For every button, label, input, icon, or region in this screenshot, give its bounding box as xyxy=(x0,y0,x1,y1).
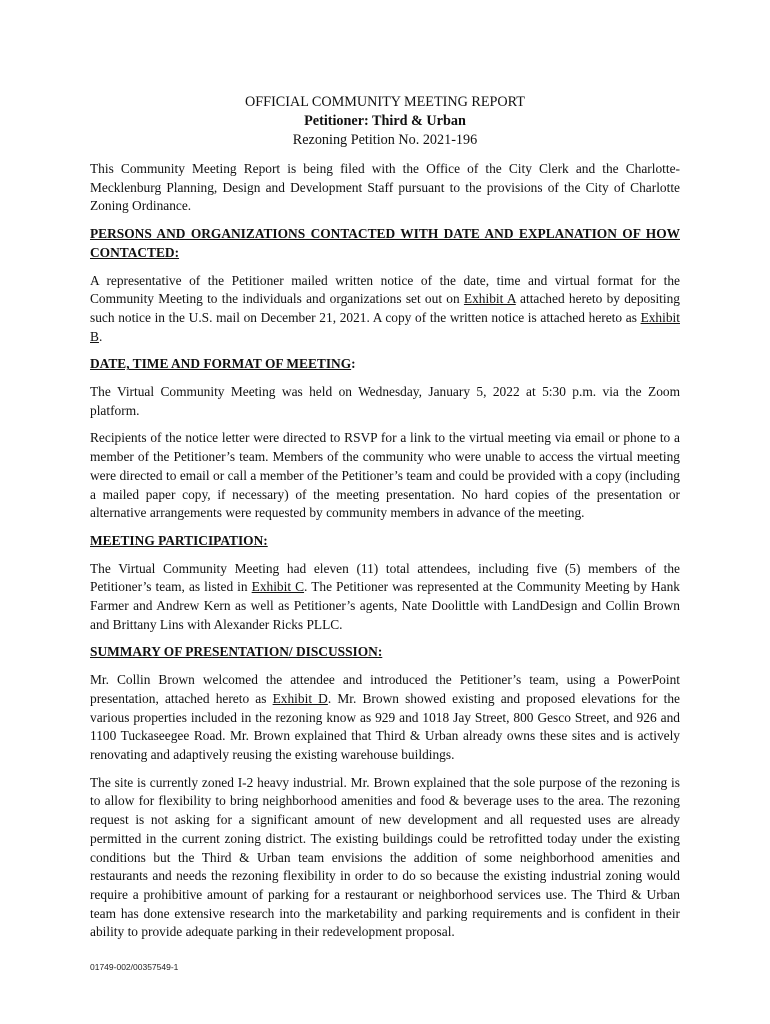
petition-number: Rezoning Petition No. 2021-196 xyxy=(292,132,478,148)
document-id-footer: 01749-002/00357549-1 xyxy=(90,962,179,972)
date-time-heading-text: DATE, TIME AND FORMAT OF MEETING xyxy=(90,356,352,372)
participation-text-a: The Virtual Community Meeting had eleven (11) total attendees, including five (5) members of the Petitioner’s team, as listed in xyxy=(90,560,680,595)
contacted-text-b: attached hereto by depositing such notice in the U.S. mail on December 21, 2021. A copy of the written notice is attached hereto as xyxy=(90,291,681,325)
contacted-text-c: . xyxy=(98,328,103,344)
summary-text-a: Mr. Collin Brown welcomed the attendee and introduced the Petitioner’s team, using a PowerPoint presentation, attached hereto as xyxy=(90,672,680,706)
exhibit-d-reference: Exhibit D xyxy=(272,690,328,706)
section-heading-contacted: PERSONS AND ORGANIZATIONS CONTACTED WITH DATE AND EXPLANATION OF HOW CONTACTED: xyxy=(90,226,680,260)
summary-text-b: . Mr. Brown showed existing and proposed elevations for the various properties included in the rezoning know as 929 and 1018 Jay Street, 800 Gesco Street, and 926 and 1100 Tuckaseegee Road. Mr. Brown explained that Third & Urban already owns these sites and is actively renovating and adaptively reusing the existing warehouse buildings. xyxy=(90,690,680,762)
participation-text-b: . The Petitioner was represented at the Community Meeting by Hank Farmer and Andrew Kern as well as Petitioner’s agents, Nate Doolittle with LandDesign and Collin Brown and Brittany Lins with Alexander Ricks PLLC. xyxy=(90,579,680,632)
section-heading-date-time xyxy=(90,355,680,374)
date-time-heading-colon: : xyxy=(351,356,356,372)
section-heading-summary: SUMMARY OF PRESENTATION/ DISCUSSION: xyxy=(90,644,383,660)
date-time-paragraph-1: The Virtual Community Meeting was held on Wednesday, January 5, 2022 at 5:30 p.m. via the Zoom platform. xyxy=(90,384,680,418)
exhibit-b-reference: Exhibit B xyxy=(90,309,680,344)
report-header xyxy=(90,93,680,150)
report-title: OFFICIAL COMMUNITY MEETING REPORT xyxy=(245,94,525,110)
report-body xyxy=(90,160,680,951)
section-heading-participation: MEETING PARTICIPATION: xyxy=(90,532,268,548)
summary-paragraph-2: The site is currently zoned I-2 heavy industrial. Mr. Brown explained that the sole purpose of the rezoning is to allow for flexibility to bring neighborhood amenities and food & beverage uses to the area. The rezoning request is not asking for a significant amount of new development and all requested uses are already permitted in the current zoning district. The existing buildings could be retrofitted today under the existing conditions but the Third & Urban team envisions the addition of some neighborhood amenities and restaurants and needs the rezoning flexibility in order to do so because the existing industrial zoning would require a prohibitive amount of parking for a restaurant or neighborhood services use. The Third & Urban team has done extensive research into the marketability and parking requirements and is confident in their ability to provide adequate parking in their redevelopment proposal. xyxy=(90,774,680,940)
contacted-paragraph xyxy=(90,272,680,347)
exhibit-c-reference: Exhibit C xyxy=(251,579,305,595)
date-time-paragraph-2: Recipients of the notice letter were directed to RSVP for a link to the virtual meeting via email or phone to a member of the Petitioner’s team. Members of the community who were unable to access the virtual meeting were directed to email or call a member of the Petitioner’s team and could be provided with a copy (including a mailed paper copy, if necessary) of the meeting presentation. No hard copies of the presentation or alternative arrangements were requested by community members in advance of the meeting. xyxy=(90,430,680,521)
participation-paragraph xyxy=(90,560,680,635)
contacted-text-a: A representative of the Petitioner mailed written notice of the date, time and virtual format for the Community Meeting to the individuals and organizations set out on xyxy=(90,272,680,307)
petitioner-line: Petitioner: Third & Urban xyxy=(304,113,466,129)
exhibit-a-reference: Exhibit A xyxy=(463,291,516,307)
intro-paragraph: This Community Meeting Report is being filed with the Office of the City Clerk and the Charlotte-Mecklenburg Planning, Design and Development Staff pursuant to the provisions of the City of Charlotte Zoning Ordinance. xyxy=(90,161,680,214)
summary-paragraph-1 xyxy=(90,671,680,765)
